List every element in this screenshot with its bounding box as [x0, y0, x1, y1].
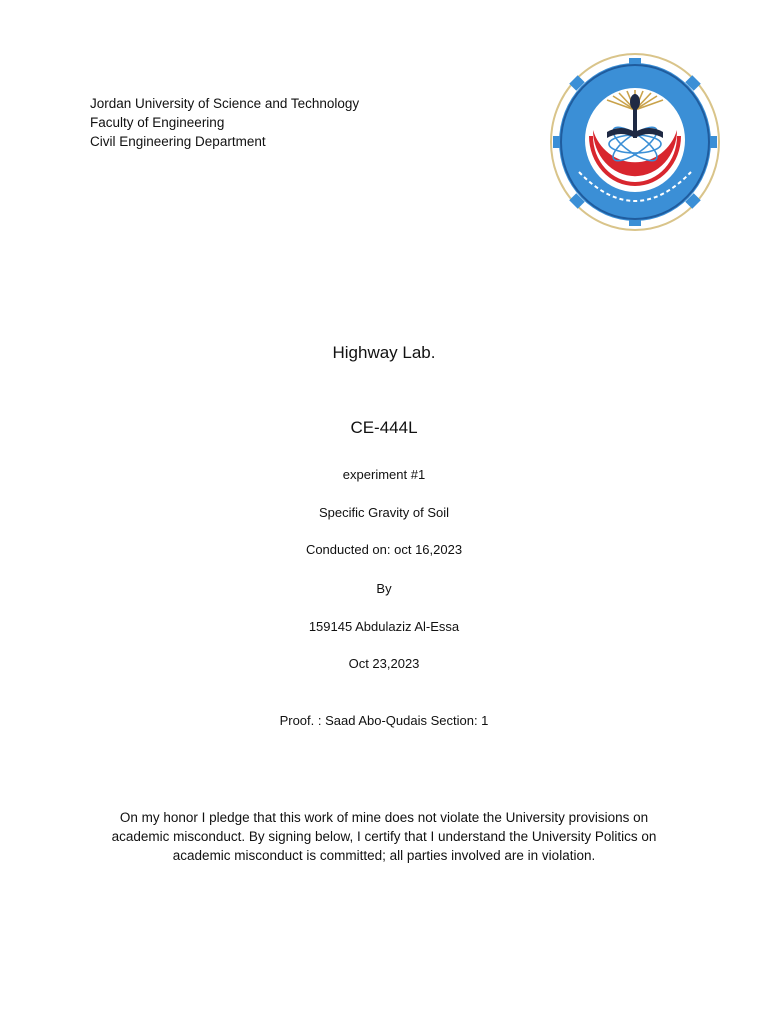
professor-section: Proof. : Saad Abo-Qudais Section: 1 — [279, 713, 489, 728]
submission-date: Oct 23,2023 — [348, 656, 420, 671]
faculty-name: Faculty of Engineering — [90, 115, 225, 130]
pledge-line: On my honor I pledge that this work of mine does not violate the University provisions on — [119, 810, 649, 825]
university-name: Jordan University of Science and Technology — [90, 96, 360, 111]
pledge-line: academic misconduct. By signing below, I certify that I understand the University Politics on — [111, 829, 657, 844]
by-label: By — [376, 581, 392, 596]
conducted-date: Conducted on: oct 16,2023 — [305, 542, 463, 557]
university-seal-icon — [549, 52, 721, 232]
department-name: Civil Engineering Department — [90, 134, 266, 149]
experiment-title: Specific Gravity of Soil — [318, 505, 450, 520]
course-name: Highway Lab. — [332, 343, 436, 362]
honor-pledge — [84, 808, 684, 865]
experiment-number: experiment #1 — [342, 467, 426, 482]
course-code: CE-444L — [350, 418, 418, 437]
student-name: 159145 Abdulaziz Al-Essa — [308, 619, 460, 634]
pledge-line: academic misconduct is committed; all parties involved are in violation. — [172, 848, 596, 863]
institution-header — [90, 94, 359, 151]
